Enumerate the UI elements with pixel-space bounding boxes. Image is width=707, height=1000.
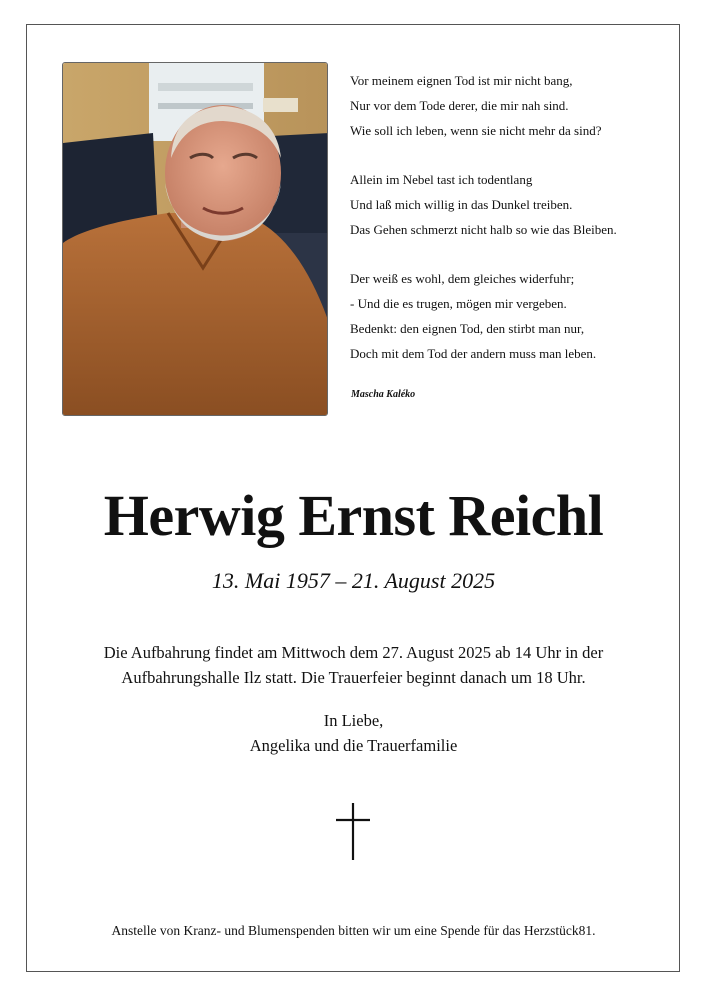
poem-line: Und laß mich willig in das Dunkel treiben. [350, 196, 573, 212]
poem-line: Der weiß es wohl, dem gleiches widerfuhr; [350, 271, 575, 287]
closing-greeting: In Liebe, [323, 711, 384, 730]
closing-signature: Angelika und die Trauerfamilie [249, 736, 458, 755]
poem-stanza [350, 267, 670, 366]
poem-line: Bedenkt: den eignen Tod, den stirbt man nur, [350, 320, 585, 336]
poem-line: - Und die es trugen, mögen mir vergeben. [350, 296, 567, 312]
poem-line: Vor meinem eignen Tod ist mir nicht bang, [350, 73, 573, 88]
cross-icon [335, 803, 371, 866]
portrait-photo [62, 62, 328, 416]
closing [0, 708, 707, 758]
poem-stanza [350, 69, 670, 143]
viewing-info-line: Die Aufbahrung findet am Mittwoch dem 27. August 2025 ab 14 Uhr in der [103, 643, 604, 662]
viewing-info [0, 640, 707, 690]
poem-line: Das Gehen schmerzt nicht halb so wie das Bleiben. [350, 221, 617, 237]
poem-line: Allein im Nebel tast ich todentlang [350, 172, 533, 188]
poem-stanza [350, 168, 670, 242]
deceased-name: Herwig Ernst Reichl [103, 483, 604, 548]
life-dates: 13. Mai 1957 – 21. August 2025 [211, 568, 496, 593]
poem [350, 69, 670, 391]
donation-note: Anstelle von Kranz- und Blumenspenden bitten wir um eine Spende für das Herzstück81. [111, 923, 596, 938]
poem-line: Nur vor dem Tode derer, die mir nah sind. [350, 97, 569, 113]
poem-line: Wie soll ich leben, wenn sie nicht mehr da sind? [350, 122, 602, 138]
poem-line: Doch mit dem Tod der andern muss man leben. [350, 345, 597, 361]
poem-author: Mascha Kaléko [351, 389, 416, 400]
viewing-info-line: Aufbahrungshalle Ilz statt. Die Trauerfeier beginnt danach um 18 Uhr. [121, 668, 586, 687]
